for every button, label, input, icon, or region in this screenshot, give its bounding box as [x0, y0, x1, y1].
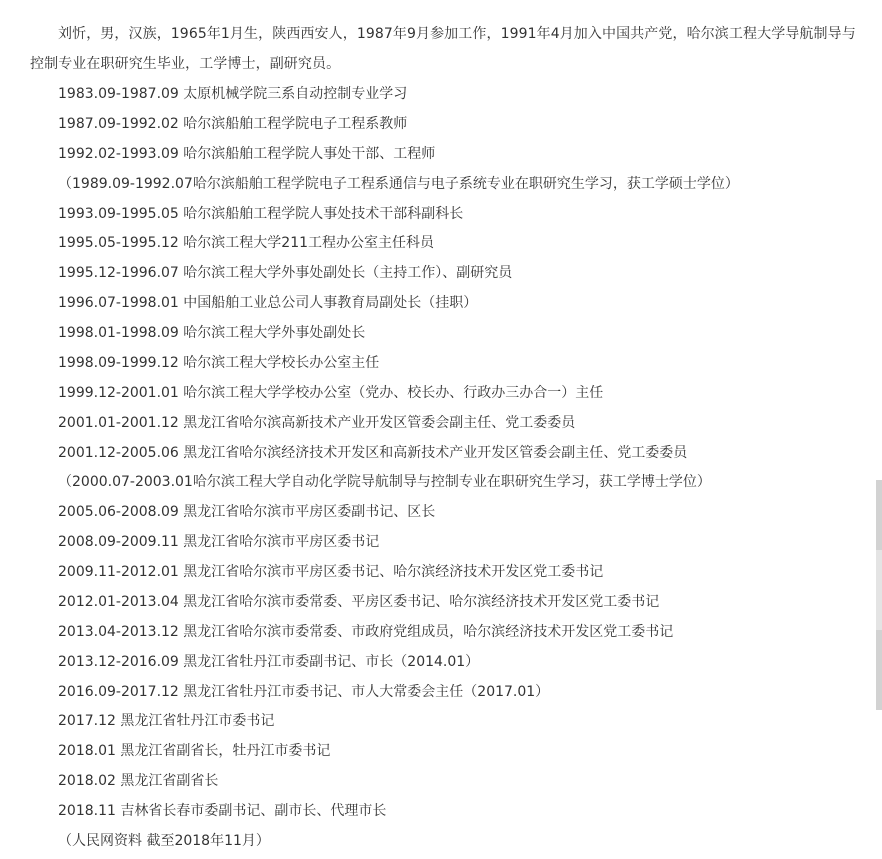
career-entry: 1998.09-1999.12 哈尔滨工程大学校长办公室主任 — [58, 354, 380, 371]
career-entry: 2018.02 黑龙江省副省长 — [58, 773, 219, 790]
career-entry: 2013.12-2016.09 黑龙江省牡丹江市委副书记、市长（2014.01） — [58, 653, 480, 670]
career-entry: 1983.09-1987.09 太原机械学院三系自动控制专业学习 — [58, 86, 408, 102]
career-entry: （1989.09-1992.07哈尔滨船舶工程学院电子工程系通信与电子系统专业在职研究生学习，获工学硕士学位） — [58, 175, 739, 192]
career-entry: 2017.12 黑龙江省牡丹江市委书记 — [58, 713, 275, 730]
career-entry: 2001.01-2001.12 黑龙江省哈尔滨高新技术产业开发区管委会副主任、党工委委员 — [58, 414, 576, 431]
scrollbar-thumb-segment — [876, 630, 882, 710]
intro-paragraph: 刘忻，男，汉族，1965年1月生，陕西西安人，1987年9月参加工作，1991年4月加入中国共产党，哈尔滨工程大学导航制导与控制专业在职研究生毕业，工学博士，副研究员。 — [30, 26, 856, 72]
career-entry: 1995.12-1996.07 哈尔滨工程大学外事处副处长（主持工作）、副研究员 — [58, 265, 513, 282]
career-entry: （人民网资料 截至2018年11月） — [58, 832, 270, 849]
career-entry: 1998.01-1998.09 哈尔滨工程大学外事处副处长 — [58, 325, 366, 341]
career-entry: 2016.09-2017.12 黑龙江省牡丹江市委书记、市人大常委会主任（2017.01） — [58, 683, 550, 700]
career-entry: 2018.11 吉林省长春市委副书记、副市长、代理市长 — [58, 803, 387, 819]
career-entry: 1993.09-1995.05 哈尔滨船舶工程学院人事处技术干部科副科长 — [58, 205, 464, 222]
career-entry: 1999.12-2001.01 哈尔滨工程大学学校办公室（党办、校长办、行政办三办合一）主任 — [58, 384, 604, 401]
career-entry: 2009.11-2012.01 黑龙江省哈尔滨市平房区委书记、哈尔滨经济技术开发区党工委书记 — [58, 564, 604, 580]
career-entry: 2013.04-2013.12 黑龙江省哈尔滨市委常委、市政府党组成员，哈尔滨经济技术开发区党工委书记 — [58, 623, 674, 640]
career-entry: 2012.01-2013.04 黑龙江省哈尔滨市委常委、平房区委书记、哈尔滨经济技术开发区党工委书记 — [58, 593, 660, 610]
scrollbar-track[interactable] — [875, 0, 882, 859]
scrollbar-thumb-segment — [876, 480, 882, 550]
career-entry: 1996.07-1998.01 中国船舶工业总公司人事教育局副处长（挂职） — [58, 295, 478, 312]
career-entry: 2008.09-2009.11 黑龙江省哈尔滨市平房区委书记 — [58, 534, 380, 551]
career-entry: 1995.05-1995.12 哈尔滨工程大学211工程办公室主任科员 — [58, 235, 435, 252]
career-entries-list — [58, 80, 858, 857]
career-entry: 2005.06-2008.09 黑龙江省哈尔滨市平房区委副书记、区长 — [58, 504, 436, 521]
career-entry: 2018.01 黑龙江省副省长，牡丹江市委书记 — [58, 743, 331, 760]
career-entry: 1992.02-1993.09 哈尔滨船舶工程学院人事处干部、工程师 — [58, 145, 436, 162]
career-entry: 1987.09-1992.02 哈尔滨船舶工程学院电子工程系教师 — [58, 115, 408, 132]
scrollbar-thumb[interactable] — [876, 480, 882, 710]
career-entry: （2000.07-2003.01哈尔滨工程大学自动化学院导航制导与控制专业在职研究生学习，获工学博士学位） — [58, 474, 711, 491]
career-entry: 2001.12-2005.06 黑龙江省哈尔滨经济技术开发区和高新技术产业开发区管委会副主任、党工委委员 — [58, 444, 688, 461]
